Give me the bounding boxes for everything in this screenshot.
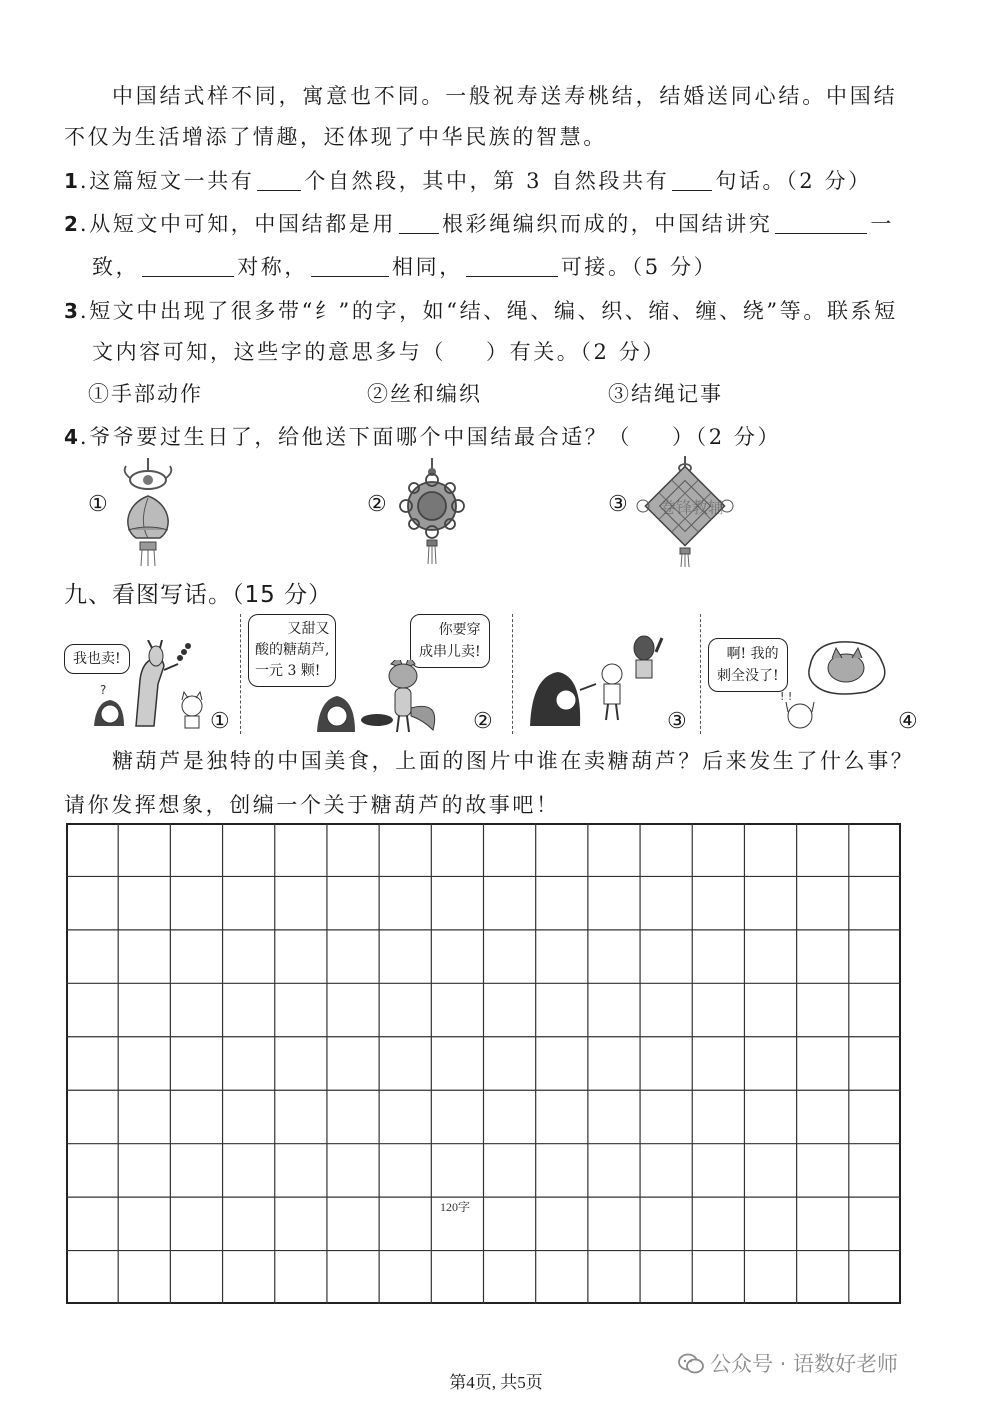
q2-text-d: 致，	[92, 255, 140, 279]
q4-option-3-label[interactable]: ③	[608, 492, 630, 517]
question-3	[64, 296, 898, 326]
panel-divider	[512, 614, 513, 734]
q2-text-g: 可接。（5 分）	[560, 255, 718, 279]
writing-prompt-line-1: 糖葫芦是独特的中国美食，上面的图片中谁在卖糖葫芦？后来发生了什么事？	[112, 749, 915, 773]
panel-2-illustration	[315, 660, 475, 734]
q1-text-c: 句话。（2 分）	[715, 169, 872, 193]
panel-number: ①	[210, 709, 230, 734]
panel-number: ④	[898, 709, 918, 734]
svg-text:! !: ! !	[780, 690, 793, 703]
bubble-line: 一元 3 颗!	[255, 663, 321, 679]
q4-text-b: ）（2 分）	[672, 425, 782, 449]
q2-text-a: .从短文中可知，中国结都是用	[79, 212, 396, 236]
q3-text-b: 文内容可知，这些字的意思多与（	[92, 340, 446, 364]
q3-text-a: .短文中出现了很多带“纟”的字，如“结、绳、编、织、缩、缠、绕”等。联系短	[79, 299, 898, 323]
peach-knot-image[interactable]	[108, 458, 188, 568]
q3-text-c: ）有关。（2 分）	[486, 340, 666, 364]
panel-1-illustration	[92, 640, 222, 730]
bubble-line: 成串儿卖!	[419, 644, 481, 660]
question-number: 4	[64, 425, 78, 449]
writing-prompt-line-2: 请你发挥想象，创编一个关于糖葫芦的故事吧！	[64, 793, 560, 817]
panel-divider	[240, 614, 241, 734]
q3-option-1[interactable]: ①手部动作	[88, 382, 203, 406]
answer-blank[interactable]	[466, 256, 558, 277]
panel-divider	[700, 614, 701, 734]
question-number: 2	[64, 212, 78, 236]
q2-text-b: 根彩绳编织而成的，中国结讲究	[442, 212, 773, 236]
watermark	[678, 1348, 898, 1380]
watermark-text: 公众号 · 语数好老师	[710, 1352, 899, 1376]
word-count-marker: 120字	[440, 1200, 471, 1214]
q1-text-b: 个自然段，其中，第 3 自然段共有	[304, 169, 670, 193]
answer-blank[interactable]	[142, 256, 234, 277]
q3-option-3[interactable]: ③结绳记事	[608, 382, 723, 406]
bubble-line: 酸的糖葫芦,	[255, 642, 330, 658]
q4-text-a: .爷爷要过生日了，给他送下面哪个中国结最合适？（	[79, 425, 632, 449]
answer-blank[interactable]	[399, 213, 439, 234]
q2-text-f: 相同，	[392, 255, 463, 279]
q4-option-1-label[interactable]: ①	[88, 492, 110, 517]
answer-blank[interactable]	[257, 170, 301, 191]
answer-blank[interactable]	[311, 256, 389, 277]
svg-text:?: ?	[100, 683, 107, 697]
question-number: 3	[64, 299, 78, 323]
watermark-stamp: 卷锋教辅	[660, 498, 725, 517]
page-footer: 第4页, 共5页	[449, 1373, 543, 1392]
section-title: 九、看图写话。（15 分）	[64, 582, 333, 608]
panel-number: ②	[473, 709, 493, 734]
answer-blank[interactable]	[775, 213, 867, 234]
q1-text-a: .这篇短文一共有	[79, 169, 255, 193]
panel-3-illustration	[520, 630, 680, 730]
bubble-line: 啊! 我的	[726, 646, 779, 662]
question-2	[64, 209, 894, 239]
q3-option-2[interactable]: ②丝和编织	[367, 382, 482, 406]
writing-grid[interactable]	[66, 823, 901, 1304]
q2-text-e: 对称，	[237, 255, 309, 279]
passage-line-1: 中国结式样不同，寓意也不同。一般祝寿送寿桃结，结婚送同心结。中国结	[112, 84, 898, 108]
q4-option-2-label[interactable]: ②	[367, 492, 389, 517]
passage-line-2: 不仅为生活增添了情趣，还体现了中华民族的智慧。	[64, 125, 607, 149]
wechat-icon	[678, 1353, 704, 1380]
question-number: 1	[64, 169, 78, 193]
bubble-line: 你要穿	[438, 622, 481, 638]
question-1	[64, 166, 872, 196]
speech-bubble: 我也卖!	[64, 644, 130, 674]
question-2-cont	[92, 252, 717, 282]
question-4	[64, 422, 781, 452]
bubble-line: 刺全没了!	[717, 668, 779, 684]
round-knot-image[interactable]	[392, 458, 472, 568]
question-3-cont	[92, 337, 666, 367]
bubble-line: 又甜又	[287, 621, 330, 637]
panel-4-illustration	[770, 636, 910, 732]
panel-number: ③	[667, 709, 687, 734]
answer-blank[interactable]	[672, 170, 712, 191]
q2-text-c: 一	[870, 212, 895, 236]
